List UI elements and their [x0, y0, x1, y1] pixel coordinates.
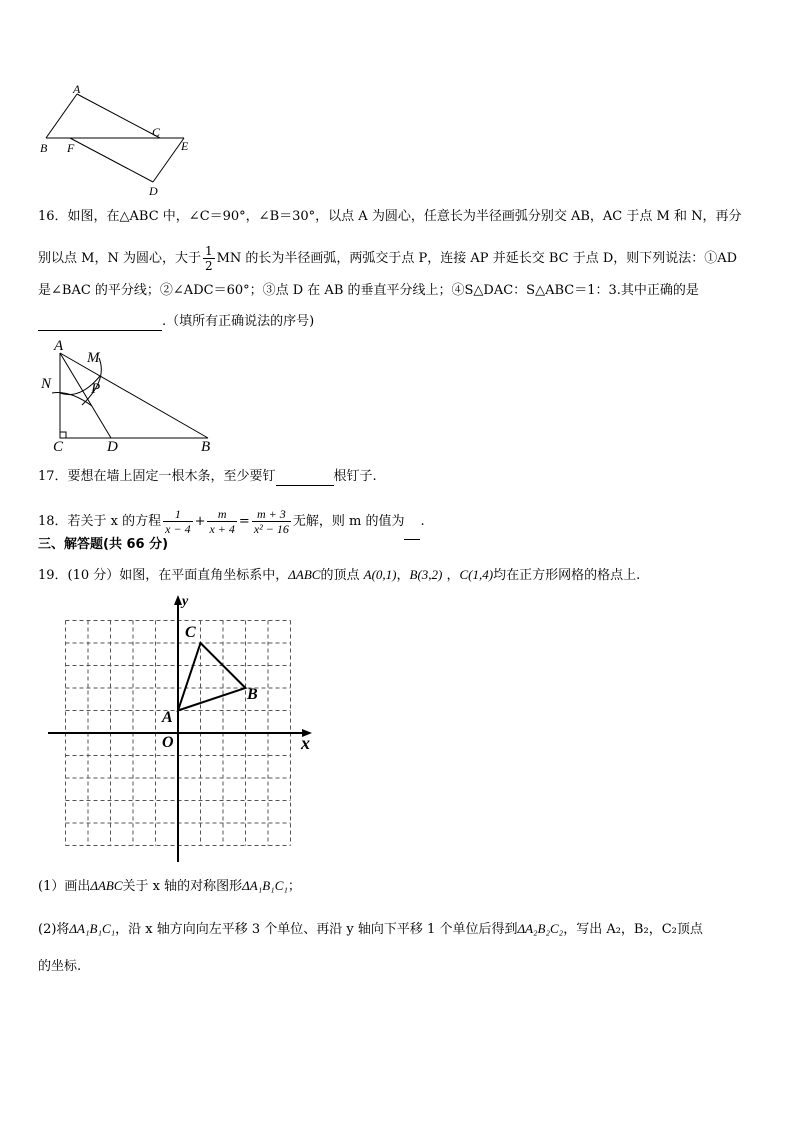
- q18-text-end: 无解，则 m 的值为: [292, 514, 405, 529]
- origin-label: O: [162, 734, 174, 751]
- label-b: B: [201, 439, 211, 455]
- q16-line4-text: .（填所有正确说法的序号): [162, 314, 315, 329]
- triangle-abc-shape: [178, 643, 246, 711]
- frac-denominator: x² − 16: [253, 522, 289, 536]
- y-axis-label: y: [182, 594, 189, 609]
- label-e: E: [181, 139, 189, 153]
- triangle-a2b2c2: ΔA₂B₂C₂: [517, 921, 564, 936]
- vertex-c-label: C: [185, 624, 196, 641]
- label-a: A: [54, 338, 64, 354]
- triangle-abc: ΔABC: [90, 878, 123, 893]
- q16-line3: 是∠BAC 的平分线；②∠ADC＝60°；③点 D 在 AB 的垂直平分线上；④S△DAC：S△ABC＝1：3.其中正确的是: [38, 283, 699, 298]
- frac-denominator: 2: [204, 259, 213, 273]
- label-c: C: [152, 125, 161, 139]
- label-c: C: [53, 439, 64, 455]
- section-heading: 三、解答题(共 66 分): [38, 537, 169, 552]
- q16-line2-pre: 别以点 M，N 为圆心，大于: [38, 251, 201, 266]
- label-b: B: [40, 141, 48, 155]
- sub1-text-mid: 关于 x 轴的对称图形: [122, 879, 243, 894]
- frac-denominator: x + 4: [209, 522, 235, 536]
- frac-numerator: m: [207, 507, 236, 522]
- plus-sign: +: [194, 514, 206, 529]
- q19-sub2: [38, 920, 703, 939]
- label-p: P: [91, 381, 101, 397]
- vertex-a-label: A: [162, 709, 173, 726]
- q16-line2-post: MN 的长为半径画弧，两弧交于点 P，连接 AP 并延长交 BC 于点 D，则下列说法：: [216, 251, 705, 266]
- triangle-abc: ΔABC: [288, 567, 321, 582]
- label-f: F: [67, 141, 75, 155]
- q17-text-end: 根钉子.: [333, 469, 377, 484]
- label-m: M: [87, 350, 100, 366]
- point-c: C(1,4): [459, 567, 494, 582]
- equals-sign: =: [238, 514, 250, 529]
- q19-sub1: [38, 877, 301, 896]
- frac-numerator: 1: [204, 244, 213, 258]
- frac-denominator: x − 4: [165, 522, 191, 536]
- q19-sub2-line2: 的坐标.: [38, 959, 82, 974]
- frac-numerator: m + 3: [252, 507, 291, 522]
- q19-text-mid: 的顶点: [320, 568, 360, 583]
- vertex-b-label: B: [247, 686, 258, 703]
- y-axis-arrow-icon: [174, 595, 182, 605]
- sub1-text-end: ；: [287, 879, 301, 894]
- frac-numerator: 1: [163, 507, 192, 522]
- point-a: A(0,1): [363, 567, 397, 582]
- q19-text-end: 均在正方形网格的格点上.: [493, 568, 641, 583]
- sub2-text-end: ，写出 A₂，B₂，C₂顶点: [563, 922, 703, 937]
- q19-text: 19．(10 分）如图，在平面直角坐标系中，: [38, 568, 289, 583]
- q17-text: 17．要想在墙上固定一根木条，至少要钉: [38, 469, 276, 484]
- label-a: A: [73, 82, 81, 96]
- q19-line1: 19．(10 分）如图，在平面直角坐标系中，ΔABC的顶点 A(0,1)，B(3,2) ，C(1,4)均在正方形网格的格点上.: [38, 567, 641, 583]
- sub2-text: (2)将: [38, 922, 70, 937]
- label-d: D: [107, 439, 118, 455]
- q18-text: 18．若关于 x 的方程: [38, 514, 162, 529]
- point-b: B(3,2): [409, 567, 443, 582]
- triangle-a1b1c1: ΔA₁B₁C₁: [242, 878, 288, 893]
- x-axis-label: x: [301, 733, 310, 753]
- triangle-a1b1c1: ΔA₁B₁C₁: [69, 921, 116, 936]
- q16-item1: ①AD: [704, 251, 738, 266]
- sub1-text: (1）画出: [38, 879, 91, 894]
- label-n: N: [41, 376, 52, 392]
- label-d: D: [149, 184, 158, 198]
- sub2-text-mid: ，沿 x 轴方向向左平移 3 个单位、再沿 y 轴向下平移 1 个单位后得到: [115, 922, 518, 937]
- q16-line1: 16．如图，在△ABC 中，∠C＝90°，∠B＝30°，以点 A 为圆心，任意长为半径画弧分别交 AB，AC 于点 M 和 N，再分: [38, 209, 742, 224]
- q18-period: .: [420, 514, 425, 529]
